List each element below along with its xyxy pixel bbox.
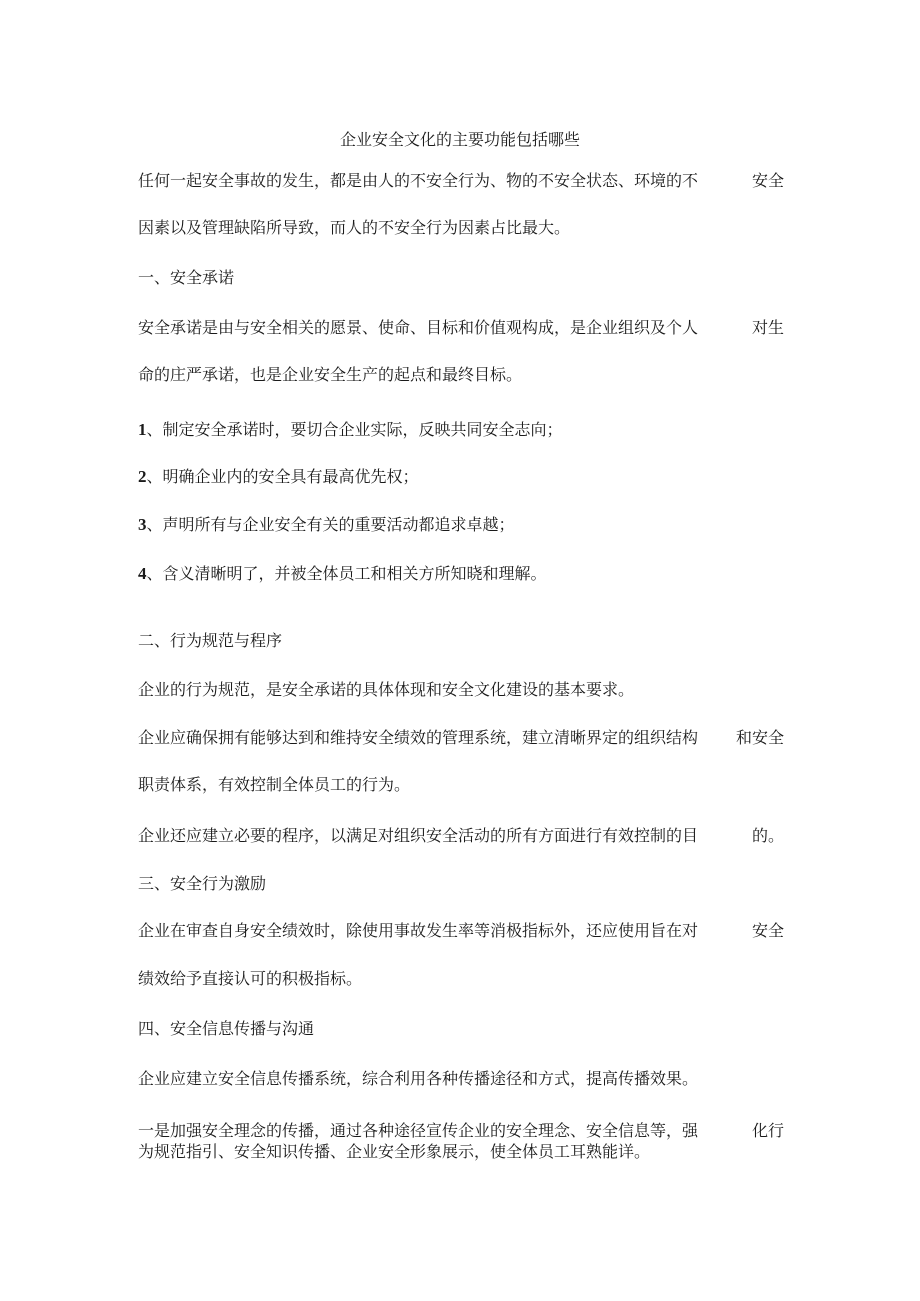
section2-para-2-line-2: 职责体系，有效控制全体员工的行为。	[138, 775, 411, 794]
section1-para-line-1	[138, 317, 784, 339]
section1-para-line-2: 命的庄严承诺，也是企业安全生产的起点和最终目标。	[138, 365, 523, 384]
list-item-text: 、声明所有与企业安全有关的重要活动都追求卓越；	[146, 515, 515, 534]
section3-para-line-2: 绩效给予直接认可的积极指标。	[138, 969, 363, 988]
list-item-number: 4	[138, 564, 147, 583]
section3-para-line-1	[138, 920, 784, 942]
section4-para-2-line-1	[138, 1120, 784, 1142]
list-item-text: 、明确企业内的安全具有最高优先权；	[146, 467, 419, 486]
intro-text-a: 任何一起安全事故的发生，都是由人的不安全行为、物的不安全状态、环境的不	[138, 171, 699, 190]
list-item-text: 、制定安全承诺时，要切合企业实际，反映共同安全志向；	[146, 420, 563, 439]
section4-heading: 四、安全信息传播与沟通	[138, 1019, 315, 1038]
section4-para-1: 企业应建立安全信息传播系统，综合利用各种传播途径和方式，提高传播效果。	[138, 1069, 699, 1088]
list-item	[138, 514, 784, 536]
list-item-number: 1	[138, 420, 147, 439]
section3-para-b: 安全	[751, 921, 784, 940]
section3-para-a: 企业在审查自身安全绩效时，除使用事故发生率等消极指标外，还应使用旨在对	[138, 921, 699, 940]
intro-line-1	[138, 170, 784, 192]
list-item-number: 3	[138, 515, 147, 534]
section4-para-2-line-2: 为规范指引、安全知识传播、企业安全形象展示，使全体员工耳熟能详。	[138, 1142, 651, 1161]
section1-heading: 一、安全承诺	[138, 268, 235, 287]
intro-text-b: 安全	[751, 171, 784, 190]
intro-line-2: 因素以及管理缺陷所导致，而人的不安全行为因素占比最大。	[138, 218, 571, 237]
section2-para-1: 企业的行为规范，是安全承诺的具体体现和安全文化建设的基本要求。	[138, 680, 635, 699]
section2-heading: 二、行为规范与程序	[138, 631, 283, 650]
list-item	[138, 466, 784, 488]
list-item-number: 2	[138, 467, 147, 486]
section2-para-2-a: 企业应确保拥有能够达到和维持安全绩效的管理系统，建立清晰界定的组织结构	[138, 728, 699, 747]
section2-para-2-b: 和安全	[735, 728, 784, 747]
document-title: 企业安全文化的主要功能包括哪些	[339, 130, 580, 149]
section1-para-b: 对生	[751, 318, 784, 337]
list-item	[138, 563, 784, 585]
section4-para-2-a: 一是加强安全理念的传播，通过各种途径宣传企业的安全理念、安全信息等，强	[138, 1121, 699, 1140]
section2-para-3-a: 企业还应建立必要的程序，以满足对组织安全活动的所有方面进行有效控制的目	[138, 826, 699, 845]
section2-para-3	[138, 825, 784, 847]
section3-heading: 三、安全行为激励	[138, 874, 267, 893]
section1-para-a: 安全承诺是由与安全相关的愿景、使命、目标和价值观构成，是企业组织及个人	[138, 318, 699, 337]
section4-para-2-b: 化行	[751, 1121, 784, 1140]
section2-para-3-b: 的。	[751, 826, 784, 845]
section2-para-2-line-1	[138, 727, 784, 749]
list-item	[138, 419, 784, 441]
list-item-text: 、含义清晰明了，并被全体员工和相关方所知晓和理解。	[146, 564, 547, 583]
